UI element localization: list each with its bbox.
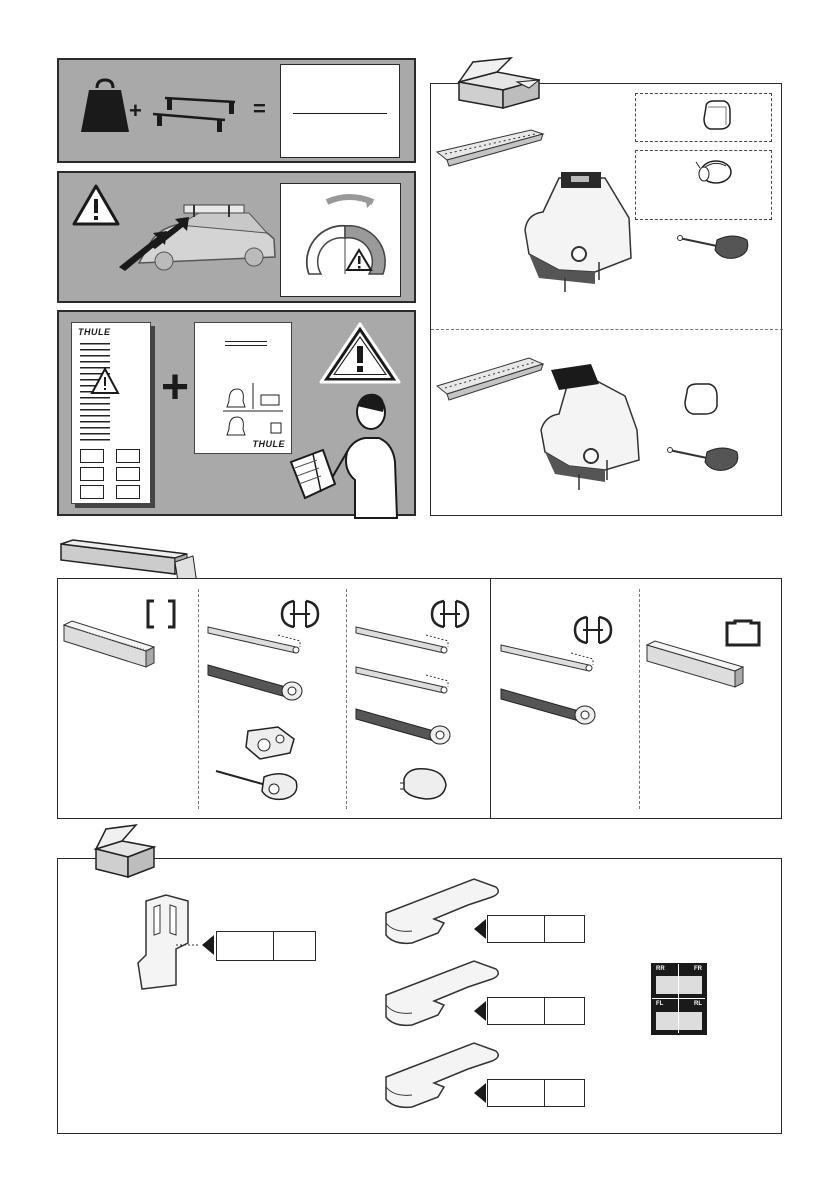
fitkit-thule-logo: THULE bbox=[252, 439, 285, 449]
square-bar-2 bbox=[645, 639, 755, 695]
pointer-pad-3 bbox=[474, 1083, 486, 1103]
optional-lock-box bbox=[635, 150, 772, 220]
pad-1-code-box bbox=[487, 915, 585, 943]
equals-sign: = bbox=[253, 96, 266, 121]
aero-bar-rail-4 bbox=[499, 641, 599, 681]
speed-warning-panel bbox=[57, 171, 416, 303]
aero-bar-2 bbox=[354, 705, 454, 749]
aero-bar-3 bbox=[499, 685, 599, 729]
load-capacity-panel bbox=[57, 58, 416, 163]
pointer-pad-1 bbox=[474, 919, 486, 939]
lock-plug-icon bbox=[214, 765, 304, 809]
key-tool-top bbox=[677, 230, 753, 264]
bracket-code-box bbox=[216, 931, 316, 961]
position-sticker bbox=[651, 963, 707, 1035]
manual-warning-icon bbox=[90, 367, 120, 395]
sticker-label-rl: RL bbox=[694, 1001, 702, 1007]
manual-document bbox=[71, 322, 151, 504]
speed-gauge-icon bbox=[289, 190, 393, 290]
lock-cylinder-icon bbox=[694, 156, 734, 186]
end-cap-icon bbox=[702, 99, 732, 131]
end-cap-icon-2 bbox=[398, 765, 454, 805]
manual-thule-logo: THULE bbox=[78, 327, 111, 337]
aero-bar-rail-2 bbox=[354, 623, 454, 663]
foot-pack-top bbox=[519, 170, 639, 296]
bar-profiles-frame-left bbox=[57, 578, 492, 819]
kit-contents-frame bbox=[430, 83, 782, 516]
person-reading-icon bbox=[283, 392, 418, 518]
square-bar bbox=[62, 619, 162, 673]
pad-2-code-box bbox=[487, 997, 585, 1025]
roof-bars-icon bbox=[151, 88, 241, 133]
sticker-label-fr: FR bbox=[694, 966, 702, 972]
sticker-label-rr: RR bbox=[656, 966, 665, 972]
fitkit-document bbox=[194, 322, 292, 454]
aero-bar-rail-3 bbox=[354, 663, 454, 703]
box-icon-2 bbox=[92, 825, 162, 879]
big-warning-icon bbox=[317, 320, 403, 386]
measuring-strip-bottom bbox=[435, 356, 545, 404]
fitkit-bracket bbox=[136, 893, 200, 993]
optional-cap-box bbox=[635, 93, 772, 142]
aero-bar-rail-1 bbox=[206, 623, 306, 663]
read-instructions-panel bbox=[57, 310, 416, 516]
weight-icon bbox=[79, 78, 131, 134]
pointer-pad-2 bbox=[474, 1001, 486, 1021]
fitkit-diagram bbox=[223, 381, 285, 441]
end-plug-icon bbox=[238, 723, 300, 763]
speed-gauge-box bbox=[280, 183, 401, 297]
aero-bar-1 bbox=[206, 661, 306, 705]
manual-boxes bbox=[80, 449, 142, 499]
end-cap-bottom bbox=[683, 382, 721, 416]
foot-pack-bottom bbox=[535, 360, 655, 500]
measuring-strip-top bbox=[435, 128, 545, 170]
box-icon bbox=[455, 58, 545, 110]
key-tool-bottom bbox=[667, 442, 743, 476]
pointer-bracket bbox=[202, 935, 214, 955]
fitkit-frame bbox=[57, 858, 782, 1134]
car-with-load-icon bbox=[109, 195, 279, 275]
load-result-box bbox=[280, 64, 400, 158]
plus-sign: + bbox=[129, 98, 142, 123]
docs-plus-sign: + bbox=[161, 361, 190, 414]
bar-profiles-frame-right bbox=[490, 578, 782, 819]
pad-3-code-box bbox=[487, 1079, 585, 1107]
load-result-line bbox=[293, 109, 387, 114]
sticker-label-fl: FL bbox=[656, 1001, 664, 1007]
variant-divider bbox=[431, 329, 783, 330]
